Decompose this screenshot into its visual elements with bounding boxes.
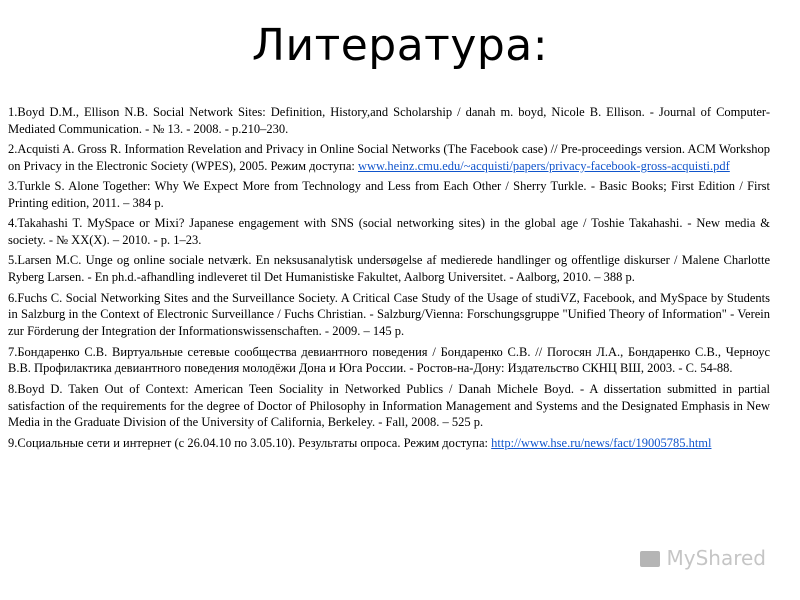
reference-text: 8.Boyd D. Taken Out of Context: American Teen Sociality in Networked Publics / Danah Michele Boyd. - A dissertation submitted in partial satisfaction of the requirements for the degree of Doctor of Philosophy in Information Management and Systems and the Designated Emphasis in New Media in the Graduate Division of the University of California, Berkeley. - Fall, 2008. – 525 p. xyxy=(8,381,770,430)
watermark xyxy=(640,546,766,570)
reference-text: 2.Acquisti A. Gross R. Information Revelation and Privacy in Online Social Networks (The Facebook case) // Pre-proceedings version. ACM Workshop on Privacy in the Electronic Society (WPES), 2005. Режим доступа: xyxy=(8,142,770,174)
reference-item-7 xyxy=(8,344,770,378)
reference-text: 9.Социальные сети и интернет (с 26.04.10 по 3.05.10). Результаты опроса. Режим доступа: xyxy=(8,435,492,450)
reference-text: 3.Turkle S. Alone Together: Why We Expect More from Technology and Less from Each Other / Sherry Turkle. - Basic Books; First Edition / First Printing edition, 2011. – 384 p. xyxy=(8,179,770,211)
page-title: Литература: xyxy=(251,20,549,71)
reference-text: 6.Fuchs C. Social Networking Sites and the Surveillance Society. A Critical Case Study of the Usage of studiVZ, Facebook, and MySpace by Students in Salzburg in the Context of Electronic Surveillance / Fuchs Christian. - Salzburg/Vienna: Forschungsgruppe "Unified Theory of Information" - Verein zur Förderung der Integration der Informationswissenschaften. - 2009. – 145 p. xyxy=(8,290,770,339)
presentation-icon xyxy=(640,551,660,567)
reference-item-8 xyxy=(8,381,770,432)
reference-text: 7.Бондаренко С.В. Виртуальные сетевые сообщества девиантного поведения / Бондаренко С.В. // Погосян Л.А., Бондаренко С.В., Черноус В.В. Профилактика девиантного поведения молодёжи Дона и Юга России. - Ростов-на-Дону: Издательство СКНЦ ВШ, 2003. - С. 54-88. xyxy=(8,344,770,376)
reference-item-4 xyxy=(8,215,770,249)
reference-link[interactable]: www.heinz.cmu.edu/~acquisti/papers/privacy-facebook-gross-acquisti.pdf xyxy=(358,159,730,174)
reference-link[interactable]: http://www.hse.ru/news/fact/19005785.html xyxy=(491,435,712,450)
reference-list xyxy=(8,104,770,455)
reference-item-9 xyxy=(8,435,770,452)
reference-text: 5.Larsen M.C. Unge og online sociale netværk. En neksusanalytisk undersøgelse af medierede handlinger og offentlige diskurser / Malene Charlotte Ryberg Larsen. - En ph.d.-afhandling indleveret til Det Humanistiske Fakultet, Aalborg Universitet. - Aalborg, 2010. – 388 p. xyxy=(8,253,770,285)
reference-item-5 xyxy=(8,252,770,286)
reference-item-3 xyxy=(8,178,770,212)
reference-text: 1.Boyd D.M., Ellison N.B. Social Network Sites: Definition, History,and Scholarship / danah m. boyd, Nicole B. Ellison. - Journal of Computer-Mediated Communication. - № 13. - 2008. - p.210–230. xyxy=(8,105,770,136)
reference-item-1 xyxy=(8,104,770,138)
reference-text: 4.Takahashi T. MySpace or Mixi? Japanese engagement with SNS (social networking sites) in the global age / Toshie Takahashi. - New media & society. - № XX(X). – 2010. - p. 1–23. xyxy=(8,216,770,248)
watermark-text: MyShared xyxy=(666,546,766,570)
reference-item-6 xyxy=(8,290,770,341)
reference-item-2 xyxy=(8,141,770,175)
